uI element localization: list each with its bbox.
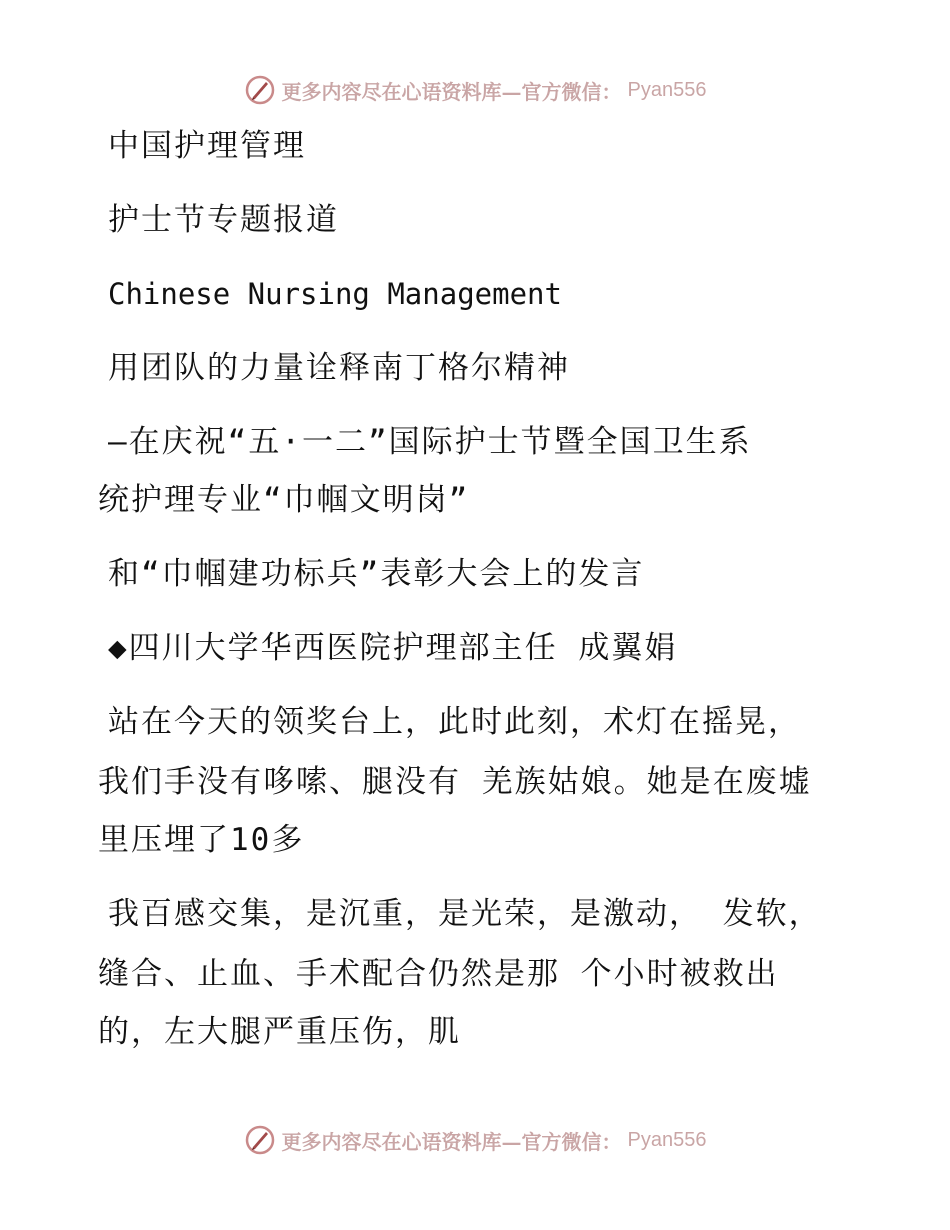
journal-title-cn: 中国护理管理 — [108, 128, 306, 164]
article-headline: 用团队的力量诠释南丁格尔精神 — [108, 350, 570, 386]
journal-title-en: Chinese Nursing Management — [108, 277, 562, 311]
watermark-text: 更多内容尽在心语资料库—官方微信： — [281, 79, 622, 104]
header-watermark-banner — [0, 70, 950, 110]
subtitle-line-2: 统护理专业“巾帼文明岗” — [98, 482, 470, 518]
section-title: 护士节专题报道 — [108, 202, 339, 238]
paragraph-2-line-1: 我百感交集，是沉重，是光荣，是激动， 发软， — [108, 896, 822, 932]
watermark-group — [244, 74, 707, 106]
quill-pen-logo-icon — [244, 1124, 276, 1156]
author-line: ◆四川大学华西医院护理部主任 成翼娟 — [108, 630, 678, 666]
subtitle-line-3: 和“巾帼建功标兵”表彰大会上的发言 — [108, 556, 645, 592]
paragraph-2-line-3: 的，左大腿严重压伤，肌 — [98, 1014, 461, 1050]
paragraph-1-line-1: 站在今天的领奖台上，此时此刻，术灯在摇晃， — [108, 704, 801, 740]
watermark-account: Pyan556 — [627, 1128, 707, 1151]
watermark-account: Pyan556 — [627, 78, 707, 101]
watermark-text: 更多内容尽在心语资料库—官方微信： — [281, 1129, 622, 1154]
paragraph-1-line-3: 里压埋了10多 — [98, 822, 305, 858]
watermark-group — [244, 1124, 707, 1156]
footer-watermark-banner — [0, 1120, 950, 1160]
paragraph-1-line-2: 我们手没有哆嗦、腿没有 羌族姑娘。她是在废墟 — [98, 764, 812, 800]
paragraph-2-line-2: 缝合、止血、手术配合仍然是那 个小时被救出 — [98, 956, 779, 992]
quill-pen-logo-icon — [244, 74, 276, 106]
subtitle-line-1: —在庆祝“五·一二”国际护士节暨全国卫生系 — [108, 424, 752, 460]
